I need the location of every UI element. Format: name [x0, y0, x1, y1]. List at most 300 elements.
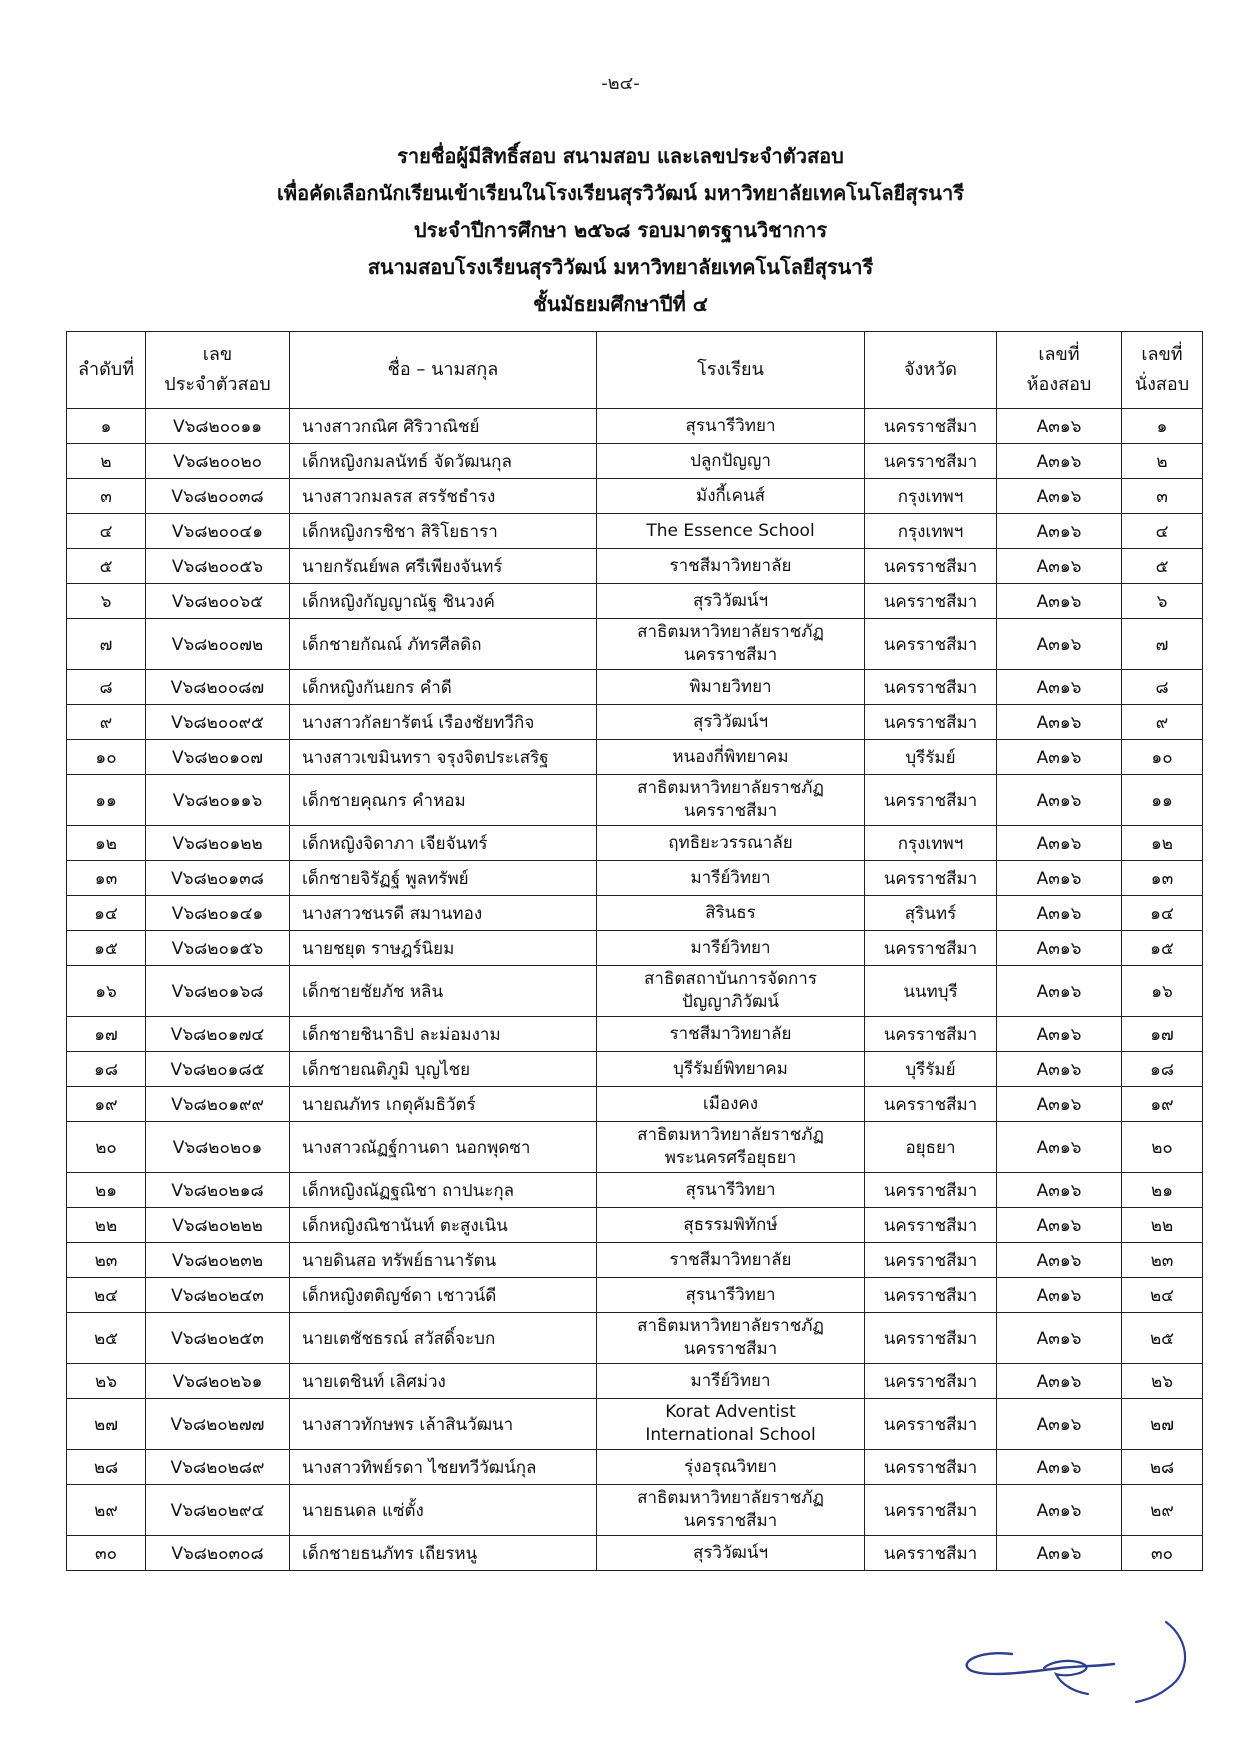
table-row	[67, 1243, 1203, 1278]
cell-school	[597, 705, 865, 740]
cell-school	[597, 1017, 865, 1052]
cell-province: บุรีรัมย์	[865, 740, 997, 775]
cell-seat: ๒๘	[1122, 1450, 1203, 1485]
cell-province: นครราชสีมา	[865, 1278, 997, 1313]
cell-room: A๓๑๖	[997, 444, 1122, 479]
cell-school	[597, 670, 865, 705]
cell-room: A๓๑๖	[997, 861, 1122, 896]
school-line: สุรนารีวิทยา	[685, 1284, 776, 1305]
school-line: สุรวิวัฒน์ฯ	[692, 1542, 769, 1563]
cell-exam-id: V๖๘๒๐๑๒๒	[146, 826, 290, 861]
cell-name: นายกรัณย์พล ศรีเพียงจันทร์	[290, 549, 597, 584]
cell-room: A๓๑๖	[997, 740, 1122, 775]
table-row	[67, 775, 1203, 826]
cell-no: ๒๕	[67, 1313, 146, 1364]
cell-school	[597, 409, 865, 444]
cell-name: เด็กหญิงกันยกร คำดี	[290, 670, 597, 705]
cell-room: A๓๑๖	[997, 1243, 1122, 1278]
school-line: มารีย์วิทยา	[690, 937, 771, 958]
cell-province: บุรีรัมย์	[865, 1052, 997, 1087]
table-row	[67, 826, 1203, 861]
header-exam-id-line2: ประจำตัวสอบ	[164, 374, 271, 395]
title-line: ประจำปีการศึกษา ๒๕๖๘ รอบมาตรฐานวิชาการ	[413, 218, 828, 242]
table-row	[67, 740, 1203, 775]
cell-name: เด็กชายณติภูมิ บุญไชย	[290, 1052, 597, 1087]
cell-no: ๒๘	[67, 1450, 146, 1485]
table-row	[67, 1122, 1203, 1173]
school-line: สิรินธร	[705, 902, 756, 923]
cell-province: นครราชสีมา	[865, 444, 997, 479]
cell-no: ๑๙	[67, 1087, 146, 1122]
cell-school	[597, 1087, 865, 1122]
cell-school	[597, 1485, 865, 1536]
cell-name: เด็กหญิงตติญช์ดา เชาวน์ดี	[290, 1278, 597, 1313]
cell-exam-id: V๖๘๒๐๐๔๑	[146, 514, 290, 549]
cell-province: นครราชสีมา	[865, 1399, 997, 1450]
cell-name: นายดินสอ ทรัพย์ธานารัตน	[290, 1243, 597, 1278]
cell-seat: ๑๓	[1122, 861, 1203, 896]
school-line: ปัญญาภิวัฒน์	[681, 992, 780, 1012]
cell-exam-id: V๖๘๒๐๐๕๖	[146, 549, 290, 584]
cell-province: นครราชสีมา	[865, 705, 997, 740]
cell-name: เด็กหญิงกรชิชา สิริโยธารา	[290, 514, 597, 549]
cell-seat: ๖	[1122, 584, 1203, 619]
cell-name: นางสาวชนรดี สมานทอง	[290, 896, 597, 931]
cell-seat: ๑	[1122, 409, 1203, 444]
school-line: สุรวิวัฒน์ฯ	[692, 711, 769, 732]
cell-no: ๙	[67, 705, 146, 740]
cell-room: A๓๑๖	[997, 1278, 1122, 1313]
header-no: ลำดับที่	[67, 332, 146, 409]
cell-seat: ๑๒	[1122, 826, 1203, 861]
school-line: สาธิตสถาบันการจัดการ	[644, 969, 817, 989]
cell-no: ๒๑	[67, 1173, 146, 1208]
header-room	[997, 332, 1122, 409]
cell-room: A๓๑๖	[997, 966, 1122, 1017]
header-exam-id	[146, 332, 290, 409]
cell-name: เด็กหญิงณัฏฐณิชา ถาปนะกุล	[290, 1173, 597, 1208]
cell-province: นครราชสีมา	[865, 584, 997, 619]
cell-seat: ๑๗	[1122, 1017, 1203, 1052]
cell-school	[597, 514, 865, 549]
cell-seat: ๘	[1122, 670, 1203, 705]
cell-province: นครราชสีมา	[865, 1017, 997, 1052]
cell-name: นางสาวกัลยารัตน์ เรืองชัยทวีกิจ	[290, 705, 597, 740]
cell-no: ๑๔	[67, 896, 146, 931]
cell-seat: ๒๗	[1122, 1399, 1203, 1450]
school-line: Korat Adventist	[665, 1402, 796, 1422]
school-line: ราชสีมาวิทยาลัย	[669, 1249, 792, 1270]
school-line: สุธรรมพิทักษ์	[683, 1214, 778, 1235]
cell-school	[597, 826, 865, 861]
cell-exam-id: V๖๘๒๐๐๗๒	[146, 619, 290, 670]
cell-no: ๓	[67, 479, 146, 514]
cell-province: นครราชสีมา	[865, 409, 997, 444]
cell-room: A๓๑๖	[997, 1017, 1122, 1052]
cell-no: ๑๑	[67, 775, 146, 826]
cell-exam-id: V๖๘๒๐๐๓๘	[146, 479, 290, 514]
table-row	[67, 966, 1203, 1017]
cell-school	[597, 1243, 865, 1278]
cell-no: ๗	[67, 619, 146, 670]
cell-no: ๒	[67, 444, 146, 479]
cell-no: ๒๓	[67, 1243, 146, 1278]
school-line: เมืองคง	[702, 1093, 759, 1114]
cell-name: นางสาวกมลรส สรรัชธำรง	[290, 479, 597, 514]
title-line: ชั้นมัธยมศึกษาปีที่ ๔	[533, 292, 708, 316]
table-row	[67, 670, 1203, 705]
table-row	[67, 1485, 1203, 1536]
cell-room: A๓๑๖	[997, 1208, 1122, 1243]
cell-room: A๓๑๖	[997, 1536, 1122, 1571]
cell-room: A๓๑๖	[997, 1173, 1122, 1208]
cell-room: A๓๑๖	[997, 775, 1122, 826]
cell-no: ๑๒	[67, 826, 146, 861]
school-line: พระนครศรีอยุธยา	[664, 1148, 797, 1168]
cell-seat: ๑๕	[1122, 931, 1203, 966]
school-line: ราชสีมาวิทยาลัย	[669, 555, 792, 576]
cell-no: ๒๗	[67, 1399, 146, 1450]
school-line: ฤทธิยะวรรณาลัย	[668, 832, 793, 853]
cell-school	[597, 1364, 865, 1399]
cell-name: นายเตชินท์ เลิศม่วง	[290, 1364, 597, 1399]
header-province: จังหวัด	[865, 332, 997, 409]
cell-exam-id: V๖๘๒๐๐๘๗	[146, 670, 290, 705]
cell-seat: ๒๔	[1122, 1278, 1203, 1313]
school-line: สาธิตมหาวิทยาลัยราชภัฏ	[637, 1488, 824, 1508]
cell-name: เด็กชายชัยภัช หลิน	[290, 966, 597, 1017]
cell-no: ๑๗	[67, 1017, 146, 1052]
cell-exam-id: V๖๘๒๐๐๑๑	[146, 409, 290, 444]
cell-no: ๒๐	[67, 1122, 146, 1173]
candidate-table	[66, 331, 1203, 1571]
cell-province: นครราชสีมา	[865, 1364, 997, 1399]
cell-seat: ๑๘	[1122, 1052, 1203, 1087]
cell-room: A๓๑๖	[997, 409, 1122, 444]
cell-seat: ๑๖	[1122, 966, 1203, 1017]
cell-name: นางสาวทิพย์รดา ไชยทวีวัฒน์กุล	[290, 1450, 597, 1485]
cell-province: นครราชสีมา	[865, 619, 997, 670]
table-row	[67, 896, 1203, 931]
table-row	[67, 705, 1203, 740]
cell-seat: ๒๓	[1122, 1243, 1203, 1278]
cell-seat: ๕	[1122, 549, 1203, 584]
table-row	[67, 931, 1203, 966]
cell-school	[597, 740, 865, 775]
cell-name: นางสาวเขมินทรา จรุงจิตประเสริฐ	[290, 740, 597, 775]
table-row	[67, 1017, 1203, 1052]
title-line: สนามสอบโรงเรียนสุรวิวัฒน์ มหาวิทยาลัยเทคโนโลยีสุรนารี	[367, 255, 874, 279]
school-line: บุรีรัมย์พิทยาคม	[673, 1058, 788, 1079]
cell-name: นายณภัทร เกตุคัมธิวัตร์	[290, 1087, 597, 1122]
header-name: ชื่อ – นามสกุล	[290, 332, 597, 409]
cell-name: เด็กชายจิรัฏฐ์ พูลทรัพย์	[290, 861, 597, 896]
cell-name: นางสาวทักษพร เล้าสินวัฒนา	[290, 1399, 597, 1450]
cell-name: เด็กหญิงณิชานันท์ ตะสูงเนิน	[290, 1208, 597, 1243]
cell-room: A๓๑๖	[997, 931, 1122, 966]
cell-name: นายชยุต ราษฎร์นิยม	[290, 931, 597, 966]
cell-school	[597, 1450, 865, 1485]
cell-exam-id: V๖๘๒๐๑๘๕	[146, 1052, 290, 1087]
cell-name: เด็กหญิงกมลนัทธ์ จัดวัฒนกุล	[290, 444, 597, 479]
school-line: ราชสีมาวิทยาลัย	[669, 1023, 792, 1044]
cell-province: นครราชสีมา	[865, 931, 997, 966]
table-row	[67, 1364, 1203, 1399]
cell-school	[597, 1052, 865, 1087]
cell-exam-id: V๖๘๒๐๑๕๖	[146, 931, 290, 966]
cell-exam-id: V๖๘๒๐๑๖๘	[146, 966, 290, 1017]
cell-school	[597, 1122, 865, 1173]
cell-province: กรุงเทพฯ	[865, 514, 997, 549]
cell-exam-id: V๖๘๒๐๑๙๙	[146, 1087, 290, 1122]
school-line: มารีย์วิทยา	[690, 867, 771, 888]
cell-exam-id: V๖๘๒๐๑๑๖	[146, 775, 290, 826]
school-line: มังกี้เคนส์	[696, 485, 765, 506]
table-row	[67, 584, 1203, 619]
cell-seat: ๑๔	[1122, 896, 1203, 931]
cell-province: สุรินทร์	[865, 896, 997, 931]
school-line: สุรนารีวิทยา	[685, 415, 776, 436]
school-line: The Essence School	[646, 520, 815, 541]
cell-exam-id: V๖๘๒๐๒๘๙	[146, 1450, 290, 1485]
cell-exam-id: V๖๘๒๐๒๔๓	[146, 1278, 290, 1313]
cell-room: A๓๑๖	[997, 670, 1122, 705]
header-seat	[1122, 332, 1203, 409]
title-line: เพื่อคัดเลือกนักเรียนเข้าเรียนในโรงเรียนสุรวิวัฒน์ มหาวิทยาลัยเทคโนโลยีสุรนารี	[277, 181, 964, 205]
table-row	[67, 1208, 1203, 1243]
cell-school	[597, 931, 865, 966]
cell-seat: ๑๑	[1122, 775, 1203, 826]
header-seat-line2: นั่งสอบ	[1134, 374, 1190, 395]
cell-province: นครราชสีมา	[865, 1450, 997, 1485]
cell-name: นางสาวกณิศ ศิริวาณิชย์	[290, 409, 597, 444]
cell-province: นครราชสีมา	[865, 549, 997, 584]
cell-school	[597, 1278, 865, 1313]
cell-school	[597, 1399, 865, 1450]
cell-school	[597, 1536, 865, 1571]
table-row	[67, 549, 1203, 584]
cell-exam-id: V๖๘๒๐๒๒๒	[146, 1208, 290, 1243]
school-line: สาธิตมหาวิทยาลัยราชภัฏ	[637, 1316, 824, 1336]
cell-province: นครราชสีมา	[865, 1536, 997, 1571]
cell-no: ๒๔	[67, 1278, 146, 1313]
table-row	[67, 514, 1203, 549]
school-line: สาธิตมหาวิทยาลัยราชภัฏ	[637, 1125, 824, 1145]
school-line: ปลูกปัญญา	[690, 450, 771, 471]
school-line: International School	[645, 1425, 816, 1445]
cell-province: นครราชสีมา	[865, 1208, 997, 1243]
cell-no: ๑๕	[67, 931, 146, 966]
signature-mark	[940, 1610, 1200, 1710]
page-number: -๒๔-	[601, 73, 640, 94]
cell-seat: ๒๖	[1122, 1364, 1203, 1399]
cell-exam-id: V๖๘๒๐๒๖๑	[146, 1364, 290, 1399]
cell-exam-id: V๖๘๒๐๑๐๗	[146, 740, 290, 775]
cell-no: ๒๒	[67, 1208, 146, 1243]
cell-seat: ๒	[1122, 444, 1203, 479]
header-exam-id-line1: เลข	[202, 344, 233, 365]
cell-no: ๓๐	[67, 1536, 146, 1571]
cell-no: ๑	[67, 409, 146, 444]
table-row	[67, 1087, 1203, 1122]
school-line: สุรวิวัฒน์ฯ	[692, 590, 769, 611]
cell-room: A๓๑๖	[997, 619, 1122, 670]
cell-no: ๕	[67, 549, 146, 584]
cell-no: ๘	[67, 670, 146, 705]
cell-name: นางสาวณัฏฐ์กานดา นอกพุดซา	[290, 1122, 597, 1173]
cell-province: นครราชสีมา	[865, 1485, 997, 1536]
cell-school	[597, 619, 865, 670]
cell-school	[597, 479, 865, 514]
table-row	[67, 1052, 1203, 1087]
cell-province: นนทบุรี	[865, 966, 997, 1017]
cell-name: เด็กชายคุณกร คำหอม	[290, 775, 597, 826]
cell-school	[597, 549, 865, 584]
school-line: นครราชสีมา	[683, 1511, 778, 1531]
cell-room: A๓๑๖	[997, 1313, 1122, 1364]
cell-room: A๓๑๖	[997, 1399, 1122, 1450]
school-line: มารีย์วิทยา	[690, 1370, 771, 1391]
cell-no: ๑๓	[67, 861, 146, 896]
title-line: รายชื่อผู้มีสิทธิ์สอบ สนามสอบ และเลขประจำตัวสอบ	[397, 144, 844, 168]
cell-seat: ๓	[1122, 479, 1203, 514]
cell-seat: ๒๕	[1122, 1313, 1203, 1364]
header-room-line1: เลขที่	[1038, 344, 1080, 365]
cell-room: A๓๑๖	[997, 584, 1122, 619]
table-row	[67, 861, 1203, 896]
cell-province: นครราชสีมา	[865, 775, 997, 826]
cell-school	[597, 1208, 865, 1243]
school-line: นครราชสีมา	[683, 801, 778, 821]
table-row	[67, 444, 1203, 479]
cell-exam-id: V๖๘๒๐๒๓๒	[146, 1243, 290, 1278]
table-body	[67, 409, 1203, 1571]
cell-province: กรุงเทพฯ	[865, 479, 997, 514]
school-line: นครราชสีมา	[683, 1339, 778, 1359]
cell-seat: ๒๑	[1122, 1173, 1203, 1208]
cell-seat: ๓๐	[1122, 1536, 1203, 1571]
cell-no: ๑๐	[67, 740, 146, 775]
cell-room: A๓๑๖	[997, 1485, 1122, 1536]
cell-name: เด็กหญิงกัญญาณัฐ ชินวงค์	[290, 584, 597, 619]
cell-school	[597, 775, 865, 826]
cell-name: เด็กชายกัณณ์ ภัทรศีลดิถ	[290, 619, 597, 670]
school-line: พิมายวิทยา	[689, 676, 772, 697]
cell-room: A๓๑๖	[997, 705, 1122, 740]
cell-exam-id: V๖๘๒๐๑๓๘	[146, 861, 290, 896]
document-title	[0, 138, 1241, 323]
cell-province: อยุธยา	[865, 1122, 997, 1173]
cell-province: นครราชสีมา	[865, 1313, 997, 1364]
cell-room: A๓๑๖	[997, 896, 1122, 931]
cell-province: นครราชสีมา	[865, 861, 997, 896]
table-row	[67, 1536, 1203, 1571]
cell-seat: ๙	[1122, 705, 1203, 740]
cell-exam-id: V๖๘๒๐๓๐๘	[146, 1536, 290, 1571]
cell-no: ๒๙	[67, 1485, 146, 1536]
cell-school	[597, 966, 865, 1017]
cell-province: นครราชสีมา	[865, 1243, 997, 1278]
cell-exam-id: V๖๘๒๐๐๙๕	[146, 705, 290, 740]
cell-exam-id: V๖๘๒๐๒๐๑	[146, 1122, 290, 1173]
table-row	[67, 1313, 1203, 1364]
cell-seat: ๑๙	[1122, 1087, 1203, 1122]
cell-room: A๓๑๖	[997, 1364, 1122, 1399]
table-row	[67, 409, 1203, 444]
table-row	[67, 619, 1203, 670]
table-row	[67, 1450, 1203, 1485]
header-row	[67, 332, 1203, 409]
cell-exam-id: V๖๘๒๐๒๕๓	[146, 1313, 290, 1364]
school-line: สุรนารีวิทยา	[685, 1179, 776, 1200]
school-line: สาธิตมหาวิทยาลัยราชภัฏ	[637, 622, 824, 642]
cell-province: นครราชสีมา	[865, 1087, 997, 1122]
table-row	[67, 1173, 1203, 1208]
table-row	[67, 1278, 1203, 1313]
cell-no: ๖	[67, 584, 146, 619]
cell-room: A๓๑๖	[997, 1450, 1122, 1485]
cell-exam-id: V๖๘๒๐๑๔๑	[146, 896, 290, 931]
cell-seat: ๒๙	[1122, 1485, 1203, 1536]
cell-room: A๓๑๖	[997, 1052, 1122, 1087]
school-line: รุ่งอรุณวิทยา	[684, 1456, 777, 1477]
cell-seat: ๑๐	[1122, 740, 1203, 775]
cell-school	[597, 1173, 865, 1208]
cell-room: A๓๑๖	[997, 549, 1122, 584]
cell-room: A๓๑๖	[997, 826, 1122, 861]
school-line: นครราชสีมา	[683, 645, 778, 665]
school-line: หนองกี่พิทยาคม	[672, 746, 789, 767]
cell-no: ๒๖	[67, 1364, 146, 1399]
cell-room: A๓๑๖	[997, 1087, 1122, 1122]
table-row	[67, 479, 1203, 514]
cell-exam-id: V๖๘๒๐๒๙๔	[146, 1485, 290, 1536]
cell-room: A๓๑๖	[997, 479, 1122, 514]
cell-exam-id: V๖๘๒๐๐๒๐	[146, 444, 290, 479]
cell-name: เด็กหญิงจิดาภา เจียจันทร์	[290, 826, 597, 861]
cell-seat: ๒๐	[1122, 1122, 1203, 1173]
header-school: โรงเรียน	[597, 332, 865, 409]
cell-province: นครราชสีมา	[865, 670, 997, 705]
cell-province: กรุงเทพฯ	[865, 826, 997, 861]
cell-no: ๑๖	[67, 966, 146, 1017]
cell-school	[597, 896, 865, 931]
cell-school	[597, 861, 865, 896]
cell-name: นายเตชัชธรณ์ สวัสดิ์จะบก	[290, 1313, 597, 1364]
cell-room: A๓๑๖	[997, 514, 1122, 549]
cell-school	[597, 584, 865, 619]
cell-no: ๔	[67, 514, 146, 549]
cell-seat: ๒๒	[1122, 1208, 1203, 1243]
cell-name: เด็กชายชินาธิป ละม่อมงาม	[290, 1017, 597, 1052]
header-room-line2: ห้องสอบ	[1026, 374, 1092, 395]
cell-name: นายธนดล แซ่ตั้ง	[290, 1485, 597, 1536]
cell-school	[597, 444, 865, 479]
cell-exam-id: V๖๘๒๐๒๑๘	[146, 1173, 290, 1208]
header-seat-line1: เลขที่	[1141, 344, 1183, 365]
cell-name: เด็กชายธนภัทร เถียรหนู	[290, 1536, 597, 1571]
cell-no: ๑๘	[67, 1052, 146, 1087]
cell-seat: ๗	[1122, 619, 1203, 670]
table-row	[67, 1399, 1203, 1450]
cell-exam-id: V๖๘๒๐๒๗๗	[146, 1399, 290, 1450]
cell-province: นครราชสีมา	[865, 1173, 997, 1208]
cell-school	[597, 1313, 865, 1364]
cell-seat: ๔	[1122, 514, 1203, 549]
school-line: สาธิตมหาวิทยาลัยราชภัฏ	[637, 778, 824, 798]
cell-exam-id: V๖๘๒๐๐๖๕	[146, 584, 290, 619]
cell-room: A๓๑๖	[997, 1122, 1122, 1173]
